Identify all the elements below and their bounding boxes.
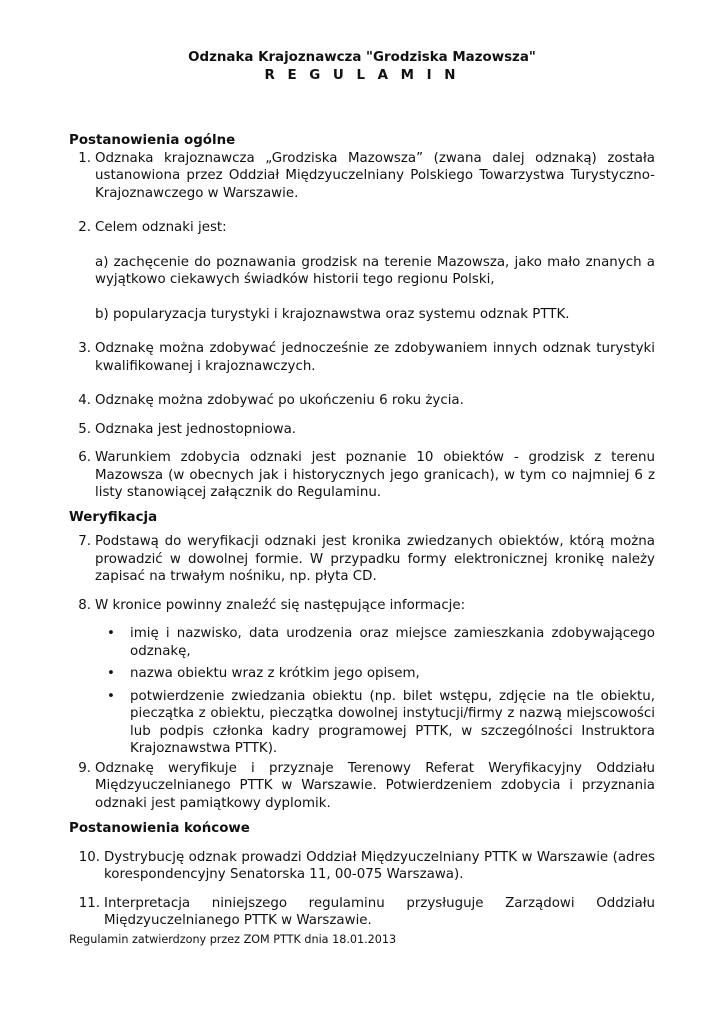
bullet-icon: •: [107, 666, 115, 681]
item-text: Podstawą do weryfikacji odznaki jest kronika zwiedzanych obiektów, którą można prowadzić w dowolnej formie. W przypadku formy elektronicznej kronikę należy zapisać na trwałym nośniku, np. płyta CD.: [95, 534, 655, 584]
document-body: [69, 132, 655, 930]
item-number: 1.: [78, 150, 91, 166]
list-item-5: [69, 421, 655, 439]
list-item-11: [69, 895, 655, 930]
item-text: Odznakę weryfikuje i przyznaje Terenowy Referat Weryfikacyjny Oddziału Międzyuczelnianego PTTK w Warszawie. Potwierdzeniem zdobycia i przyznania odznaki jest pamiątkowy dyplomik.: [95, 760, 655, 811]
item-number: 7.: [78, 534, 91, 549]
document-subtitle: R E G U L A M I N: [264, 68, 460, 83]
sub-item-2b: b) popularyzacja turystyki i krajoznawstwa oraz systemu odznak PTTK.: [95, 306, 570, 322]
item-text: Interpretacja niniejszego regulaminu przysługuje Zarządowi Oddziału Międzyuczelnianego PTTK w Warszawie.: [104, 895, 655, 928]
document-header: [0, 49, 724, 85]
list-item-10: [69, 849, 655, 884]
section-title-final: Postanowienia końcowe: [69, 821, 250, 836]
item-number: 11.: [78, 895, 100, 911]
bullet-item-2: [69, 665, 655, 683]
list-item-9: [69, 760, 655, 813]
item-text: Warunkiem zdobycia odznaki jest poznanie 10 obiektów - grodzisk z terenu Mazowsza (w obecnych jak i historycznych jego granicach), w tym co najmniej 6 z listy stanowiącej załącznik do Regulaminu.: [95, 450, 655, 500]
list-item-1: [69, 150, 655, 203]
item-number: 8.: [78, 597, 91, 613]
bullet-text: imię i nazwisko, data urodzenia oraz miejsce zamieszkania zdobywającego odznakę,: [130, 626, 655, 659]
item-number: 4.: [78, 393, 91, 408]
item-number: 2.: [78, 220, 91, 235]
bullet-item-3: [69, 688, 655, 758]
list-item-4: [69, 392, 655, 410]
list-item-2: [69, 219, 655, 237]
item-text: Odznakę można zdobywać po ukończeniu 6 roku życia.: [95, 393, 464, 408]
item-text: Odznaka krajoznawcza „Grodziska Mazowsza” (zwana dalej odznaką) została ustanowiona przez Oddział Międzyuczelniany Polskiego Towarzystwa Turystyczno-Krajoznawczego w Warszawie.: [95, 150, 655, 201]
item-number: 5.: [78, 421, 91, 437]
bullet-text: nazwa obiektu wraz z krótkim jego opisem,: [130, 666, 420, 681]
item-number: 3.: [78, 341, 91, 356]
bullet-text: potwierdzenie zwiedzania obiektu (np. bilet wstępu, zdjęcie na tle obiektu, pieczątka z obiektu, pieczątka dowolnej instytucji/firmy z nazwą miejscowości lub podpis członka kadry programowej PTTK, w szczególności Instruktora Krajoznawstwa PTTK).: [130, 688, 655, 756]
list-item-8: [69, 597, 655, 615]
section-title-general: Postanowienia ogólne: [69, 133, 236, 148]
bullet-item-1: [69, 625, 655, 660]
item-text: Dystrybucję odznak prowadzi Oddział Międzyuczelniany PTTK w Warszawie (adres korespondencyjny Senatorska 11, 00-075 Warszawa).: [104, 849, 655, 882]
item-number: 9.: [78, 760, 91, 776]
item-number: 6.: [78, 450, 91, 465]
section-title-verification: Weryfikacja: [69, 509, 158, 525]
list-item-7: [69, 533, 655, 586]
document-title: Odznaka Krajoznawcza "Grodziska Mazowsza": [188, 50, 536, 65]
item-number: 10.: [78, 849, 100, 865]
bullet-icon: •: [107, 688, 115, 704]
item-text: Celem odznaki jest:: [95, 220, 227, 235]
item-text: Odznakę można zdobywać jednocześnie ze zdobywaniem innych odznak turystyki kwalifikowanej i krajoznawczych.: [95, 341, 655, 374]
document-footer: Regulamin zatwierdzony przez ZOM PTTK dnia 18.01.2013: [69, 933, 397, 946]
list-item-6: [69, 449, 655, 502]
item-text: Odznaka jest jednostopniowa.: [95, 421, 297, 437]
item-text: W kronice powinny znaleźć się następujące informacje:: [95, 597, 466, 613]
bullet-icon: •: [107, 626, 115, 641]
list-item-3: [69, 340, 655, 375]
sub-item-2a: a) zachęcenie do poznawania grodzisk na terenie Mazowsza, jako mało znanych a wyjątkowo ciekawych świadków historii tego regionu Polski,: [95, 254, 655, 287]
